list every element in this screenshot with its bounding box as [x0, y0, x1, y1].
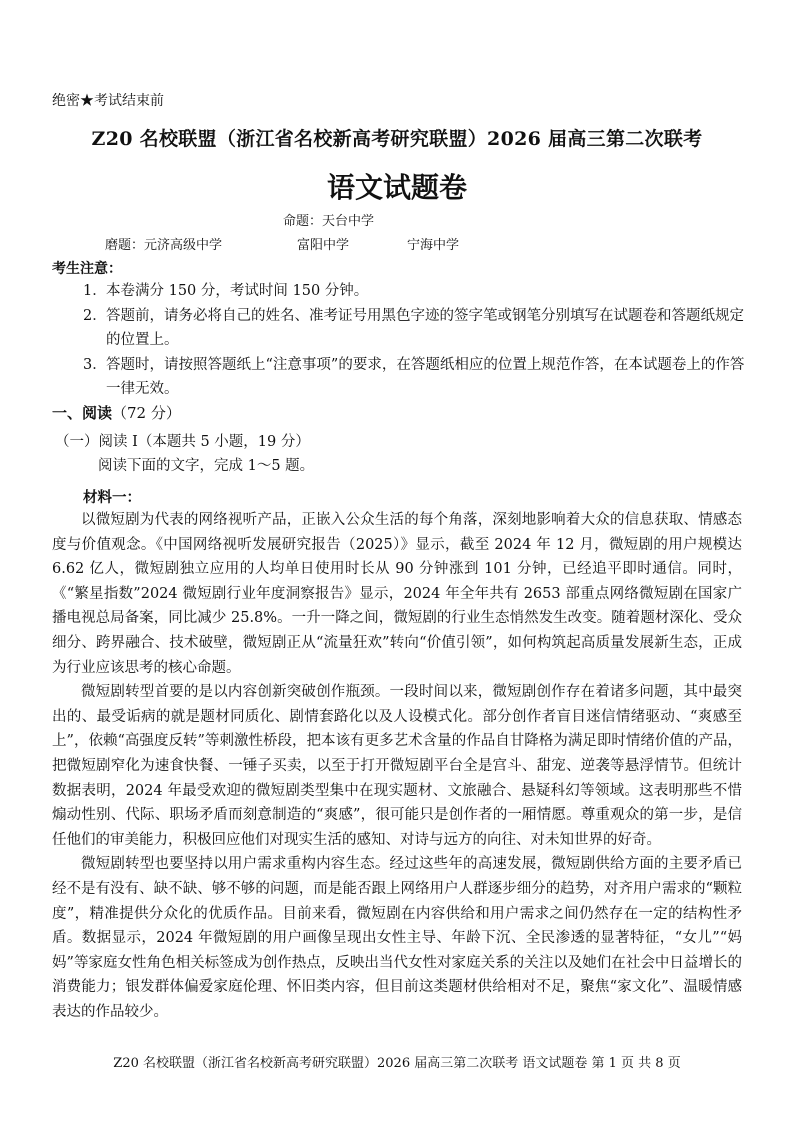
paragraph: 微短剧转型也要坚持以用户需求重构内容生态。经过这些年的高速发展，微短剧供给方面的主要矛盾已经不是有没有、缺不缺、够不够的问题，而是能否跟上网络用户人群逐步细分的趋势，对齐用户需求的“颗粒度”，精准提供分众化的优质作品。目前来看，微短剧在内容供给和用户需求之间仍然存在一定的结构性矛盾。数据显示，2024 年微短剧的用户画像呈现出女性主导、年龄下沉、全民渗透的显著特征，“女儿”“妈妈”等家庭女性角色相关标签成为创作热点，反映出当代女性对家庭关系的关注以及她们在社会中日益增长的消费能力；银发群体偏爱家庭伦理、怀旧类内容，但目前这类题材供给相对不足，聚焦“家文化”、温暖情感表达的作品较少。 [52, 856, 742, 1020]
page-footer: Z20 名校联盟（浙江省名校新高考研究联盟）2026 届高三第二次联考 语文试题卷 第 1 页 共 8 页 [113, 1056, 681, 1071]
reviewer-2: 富阳中学 [297, 238, 350, 253]
notice-title: 考生注意： [52, 261, 122, 277]
notice-number: 1． [83, 283, 107, 299]
notice-list [83, 279, 753, 402]
paragraph: 以微短剧为代表的网络视听产品，正嵌入公众生活的每个角落，深刻地影响着大众的信息获取、情感态度与价值观念。《中国网络视听发展研究报告（2025）》显示，截至 2024 年 12 月，微短剧的用户规模达 6.62 亿人，微短剧独立应用的人均单日使用时长从 90 分钟涨到 101 分钟，已经追平即时通信。同时，《“繁星指数”2024 微短剧行业年度洞察报告》显示，2024 年全年共有 2653 部重点网络微短剧在国家广播电视总局备案，同比减少 25.8%。一升一降之间，微短剧的行业生态悄然发生改变。随着题材深化、受众细分、跨界融合、技术破壁，微短剧正从“流量狂欢”转向“价值引领”，如何构筑起高质量发展新生态，正成为行业应该思考的核心命题。 [52, 512, 742, 676]
proposer-line: 命题：天台中学 [283, 214, 375, 229]
section-title: 一、阅读 [52, 404, 113, 422]
notice-item [83, 279, 753, 304]
notice-item [83, 304, 753, 353]
paragraph: 微短剧转型首要的是以内容创新突破创作瓶颈。一段时间以来，微短剧创作存在着诸多问题，其中最突出的、最受诟病的就是题材同质化、剧情套路化以及人设模式化。部分创作者盲目迷信情绪驱动、“爽感至上”，依赖“高强度反转”等刺激性桥段，把本该有更多艺术含量的作品自甘降格为满足即时情绪价值的产品，把微短剧窄化为速食快餐、一锤子买卖，以至于打开微短剧平台全是宫斗、甜宠、逆袭等悬浮情节。但统计数据表明，2024 年最受欢迎的微短剧类型集中在现实题材、文旅融合、悬疑科幻等领域。这表明那些不惜煽动性别、代际、职场矛盾而刻意制造的“爽感”，很可能只是创作者的一厢情愿。尊重观众的第一步，是信任他们的审美能力，积极回应他们对现实生活的感知、对诗与远方的向往、对未知世界的好奇。 [52, 684, 742, 848]
reading-instruction: 阅读下面的文字，完成 1～5 题。 [98, 458, 315, 474]
section-heading [52, 402, 181, 423]
notice-text: 答题时，请按照答题纸上“注意事项”的要求，在答题纸相应的位置上规范作答，在本试题卷上的作答一律无效。 [106, 356, 745, 397]
notice-item [83, 353, 753, 402]
section-points: （72 分） [112, 404, 181, 422]
notice-number: 3． [83, 356, 107, 373]
reviewer-1: 磨题：元济高级中学 [105, 238, 223, 253]
reviewer-3: 宁海中学 [407, 238, 460, 253]
material-body [52, 508, 742, 1024]
notice-text: 本卷满分 150 分，考试时间 150 分钟。 [106, 283, 369, 299]
paper-title: 语文试题卷 [326, 171, 467, 204]
notice-number: 2． [83, 307, 107, 324]
confidential-mark: 绝密★考试结束前 [52, 93, 164, 109]
subsection-heading: （一）阅读 I（本题共 5 小题，19 分） [55, 434, 310, 450]
exam-title: Z20 名校联盟（浙江省名校新高考研究联盟）2026 届高三第二次联考 [91, 128, 703, 150]
notice-text: 答题前，请务必将自己的姓名、准考证号用黑色字迹的签字笔或钢笔分别填写在试题卷和答题纸规定的位置上。 [106, 307, 744, 348]
material-title: 材料一： [83, 489, 141, 506]
